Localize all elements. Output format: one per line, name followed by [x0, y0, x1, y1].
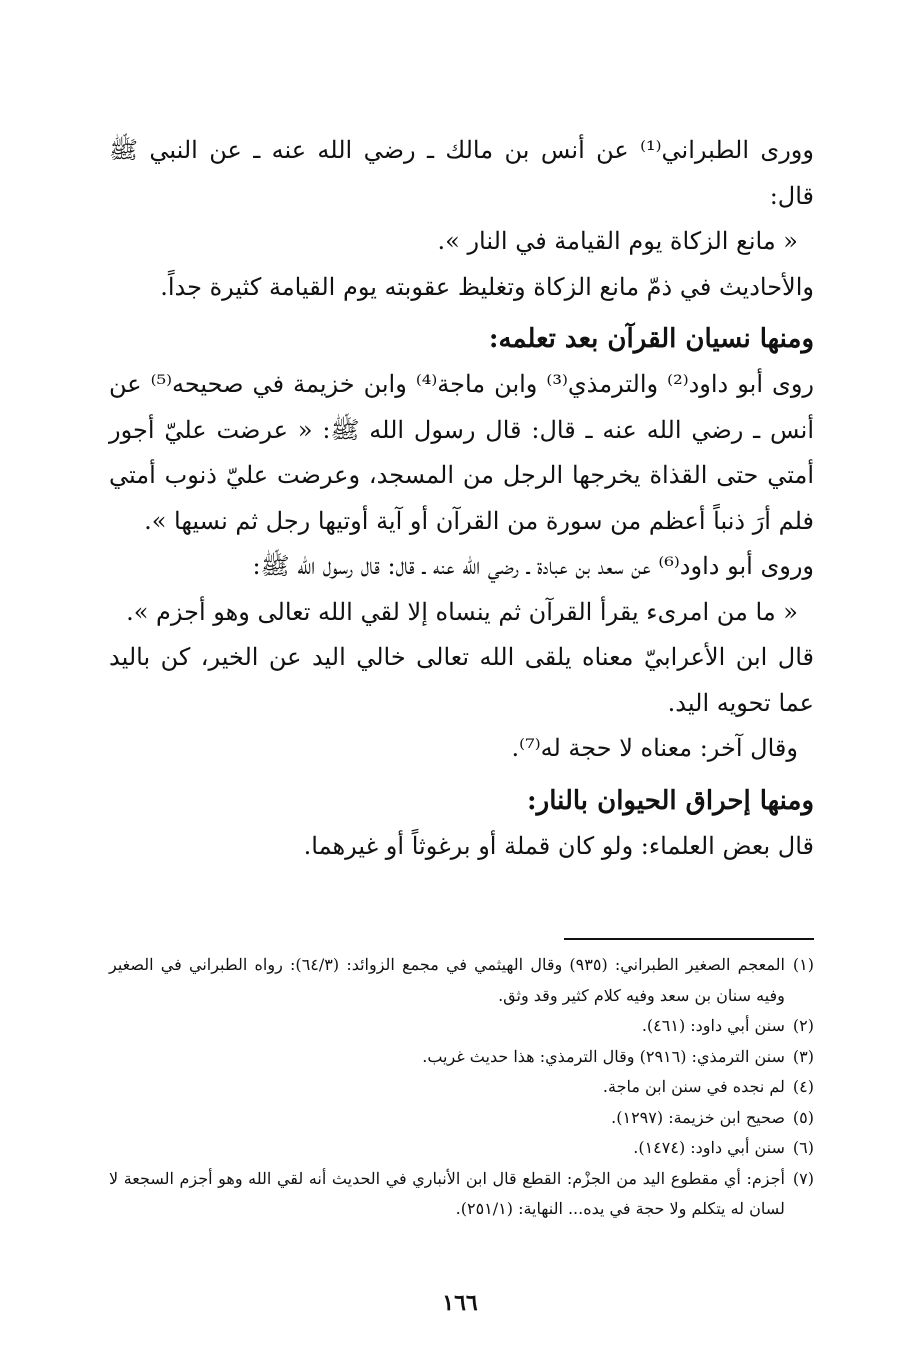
heading-forgetting-quran: ومنها نسيان القرآن بعد تعلمه:	[488, 324, 814, 354]
footnote-number: (٦)	[792, 1138, 814, 1157]
footnote-separator	[564, 938, 814, 940]
footnote-text: سنن أبي داود: (٤٦١).	[641, 1016, 785, 1035]
page-number: ١٦٦	[442, 1290, 478, 1316]
footnote-item	[109, 1103, 814, 1134]
footnote-text: سنن أبي داود: (١٤٧٤).	[633, 1138, 785, 1157]
footnotes	[109, 950, 814, 1225]
hadith-quote-zakat: « مانع الزكاة يوم القيامة في النار ».	[437, 227, 798, 255]
paragraph-another-said: وقال آخر: معناه لا حجة له⁽⁷⁾.	[511, 734, 798, 762]
paragraph-abu-dawud-anas: روى أبو داود⁽²⁾ والترمذي⁽³⁾ وابن ماجة⁽⁴⁾ وابن خزيمة في صحيحه⁽⁵⁾ عن أنس ـ رضي الله عنه ـ قال: قال رسول الله ﷺ: « عرضت عليّ أجور أمتي حتى القذاة يخرجها الرجل من المسجد، وعرضت عليّ ذنوب أمتي فلم أرَ ذنباً أعظم من سورة من القرآن أو آية أوتيها رجل ثم نسيها ».	[109, 370, 814, 535]
footnote-number: (٧)	[792, 1168, 814, 1188]
footnote-text: المعجم الصغير الطبراني: (٩٣٥) وقال الهيثمي في مجمع الزوائد: (٦٤/٣): رواه الطبراني في الصغير وفيه سنان بن سعد وفيه كلام كثير وقد وثق.	[109, 955, 785, 1005]
footnote-text: لم نجده في سنن ابن ماجة.	[602, 1077, 785, 1096]
paragraph-ibn-arabi: قال ابن الأعرابيّ معناه يلقى الله تعالى خالي اليد عن الخير، كن باليد عما تحويه اليد.	[109, 643, 814, 717]
footnote-text: سنن الترمذي: (٢٩١٦) وقال الترمذي: هذا حديث غريب.	[422, 1046, 785, 1066]
footnote-item	[109, 1011, 814, 1042]
paragraph-tabarani: وورى الطبراني⁽¹⁾ عن أنس بن مالك ـ رضي الله عنه ـ عن النبي ﷺ قال:	[109, 136, 814, 210]
footnote-item	[109, 1042, 814, 1073]
hadith-quote-forgetting: « ما من امرىء يقرأ القرآن ثم ينساه إلا لقي الله تعالى وهو أجزم ».	[126, 597, 798, 626]
footnote-text: أجزم: أي مقطوع اليد من الجزْم: القطع قال ابن الأنباري في الحديث أنه لقي الله وهو أجزم السجعة لا لسان له يتكلم ولا حجة في يده... النهاية: (٢٥١/١).	[109, 1168, 785, 1218]
main-text	[109, 128, 814, 869]
footnote-item	[109, 950, 814, 1011]
paragraph-some-scholars: قال بعض العلماء: ولو كان قملة أو برغوثاً أو غيرهما.	[303, 831, 814, 860]
footnote-item	[109, 1164, 814, 1225]
paragraph-zakat-hadiths: والأحاديث في ذمّ مانع الزكاة وتغليظ عقوبته يوم القيامة كثيرة جداً.	[160, 272, 814, 301]
footnote-item	[109, 1133, 814, 1164]
footnote-number: (٥)	[792, 1107, 814, 1127]
footnote-text: صحيح ابن خزيمة: (١٢٩٧).	[611, 1107, 785, 1127]
footnote-number: (٢)	[792, 1016, 814, 1035]
footnote-item	[109, 1072, 814, 1103]
heading-burning-animals: ومنها إحراق الحيوان بالنار:	[527, 785, 814, 816]
footnote-number: (١)	[792, 955, 814, 974]
paragraph-saad-ibn-ubada: وروى أبو داود⁽⁶⁾ عن سعد بن عبادة ـ رضي الله عنه ـ قال: قال رسول الله ﷺ:	[252, 552, 814, 580]
footnote-number: (٤)	[792, 1077, 814, 1096]
footnote-number: (٣)	[792, 1046, 814, 1066]
